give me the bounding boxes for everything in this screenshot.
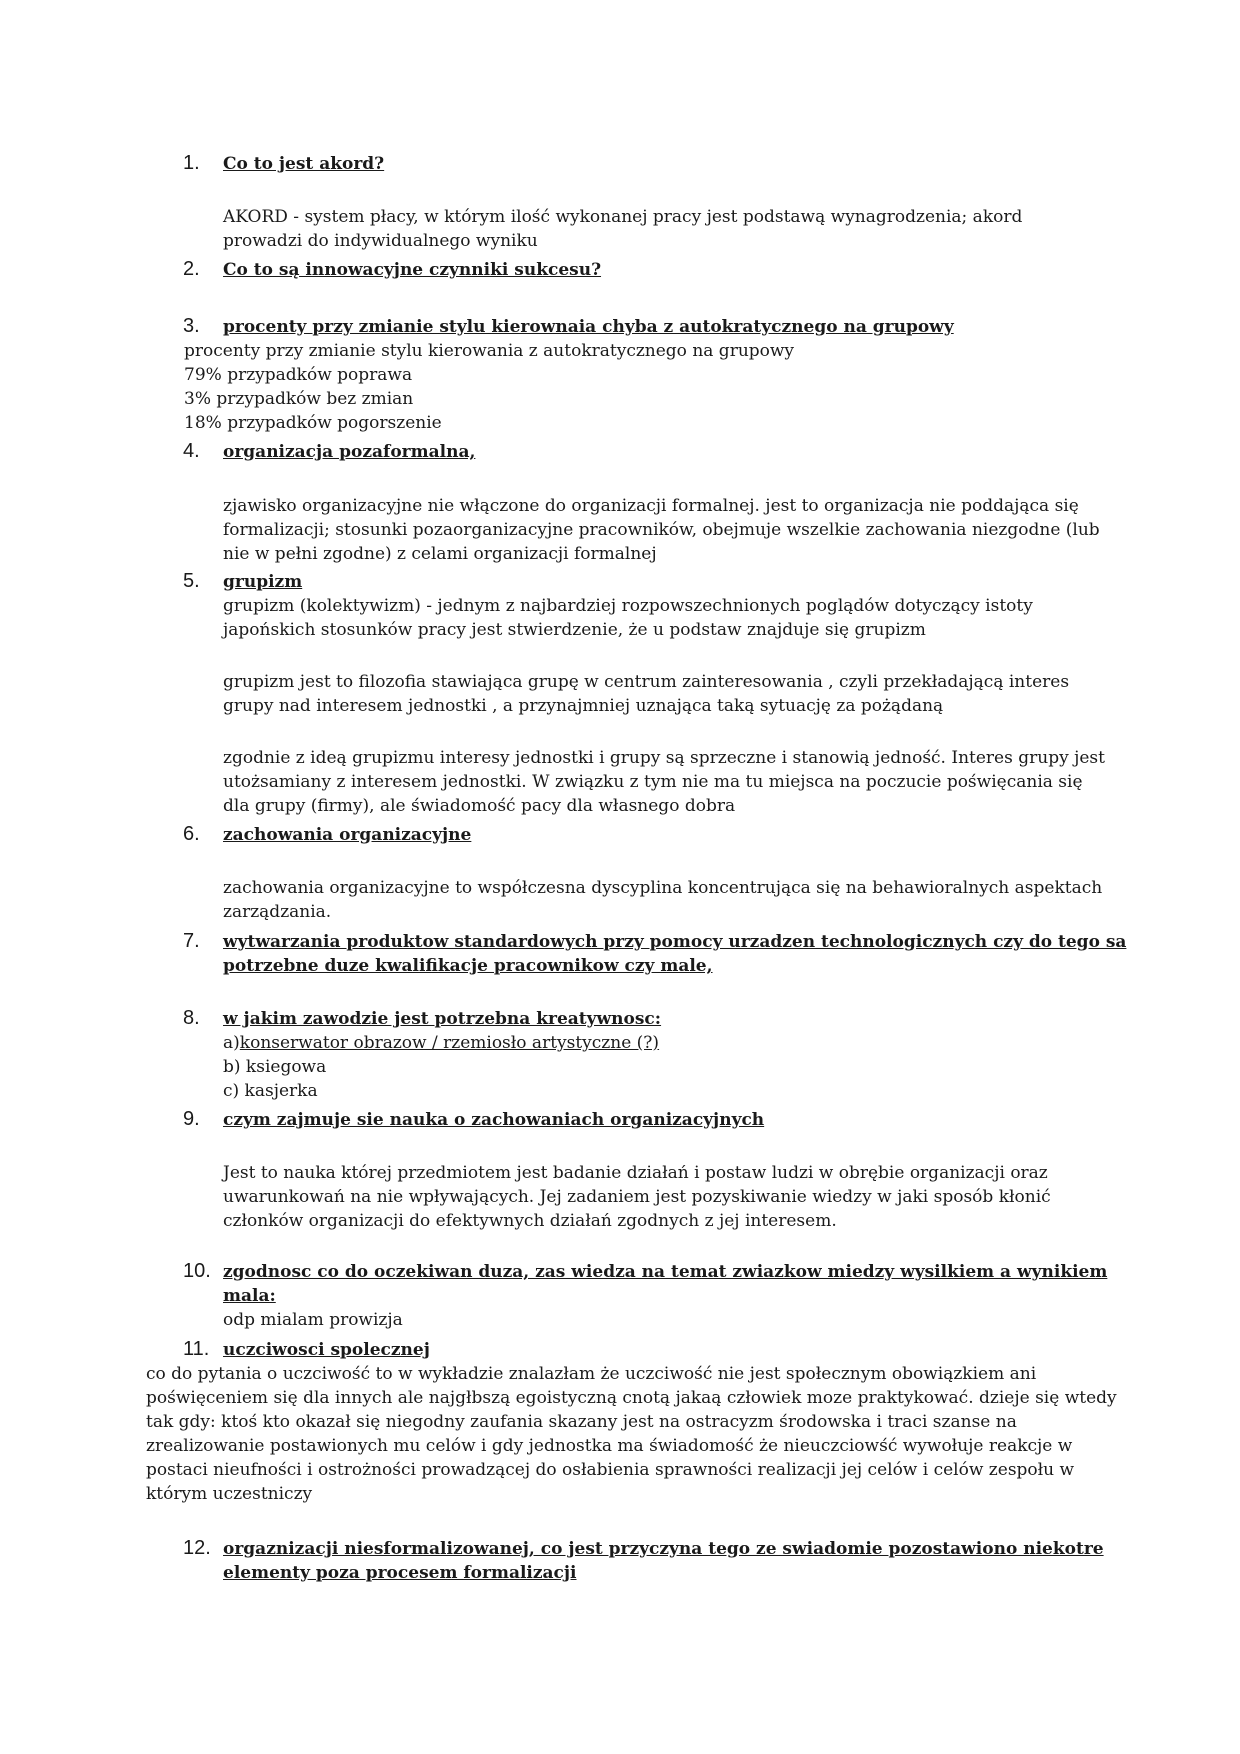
- answer-line: postaci nieufności i ostrożności prowadzącej do osłabienia sprawności realizacji jej celów i celów zespołu w: [146, 1460, 1075, 1480]
- answer-line: utożsamiany z interesem jednostki. W związku z tym nie ma tu miejsca na poczucie poświęcania się: [223, 772, 1083, 792]
- item-number: 3.: [183, 315, 200, 337]
- answer-line: japońskich stosunków pracy jest stwierdzenie, że u podstaw znajduje się grupizm: [223, 620, 926, 640]
- answer-line: zgodnie z ideą grupizmu interesy jednostki i grupy są sprzeczne i stanowią jedność. Interes grupy jest: [223, 748, 1105, 768]
- item-number: 6.: [183, 823, 200, 845]
- answer-line: nie w pełni zgodne) z celami organizacji formalnej: [223, 544, 657, 564]
- answer-line: c) kasjerka: [223, 1081, 318, 1101]
- question-heading: elementy poza procesem formalizacji: [223, 1563, 577, 1583]
- question-heading: zachowania organizacyjne: [223, 825, 472, 845]
- answer-line: 3% przypadków bez zmian: [184, 389, 414, 409]
- answer-line: formalizacji; stosunki pozaorganizacyjne pracowników, obejmuje wszelkie zachowania niezgodne (lub: [223, 520, 1100, 540]
- answer-line: 18% przypadków pogorszenie: [184, 413, 442, 433]
- answer-line: zarządzania.: [223, 902, 332, 922]
- question-heading: wytwarzania produktow standardowych przy pomocy urzadzen technologicznych czy do tego sa: [223, 932, 1127, 952]
- question-heading: orgaznizacji niesformalizowanej, co jest przyczyna tego ze swiadomie pozostawiono niekotre: [223, 1539, 1104, 1559]
- answer-line: członków organizacji do efektywnych działań zgodnych z jej interesem.: [223, 1211, 837, 1231]
- item-number: 7.: [183, 930, 200, 952]
- item-number: 12.: [183, 1537, 211, 1559]
- answer-line: którym uczestniczy: [146, 1484, 313, 1504]
- answer-line: grupizm (kolektywizm) - jednym z najbardziej rozpowszechnionych poglądów dotyczący istoty: [223, 596, 1033, 616]
- answer-line: b) ksiegowa: [223, 1057, 327, 1077]
- question-heading: czym zajmuje sie nauka o zachowaniach organizacyjnych: [223, 1110, 765, 1130]
- answer-line: grupy nad interesem jednostki , a przynajmniej uznająca taką sytuację za pożądaną: [223, 696, 944, 716]
- answer-line: procenty przy zmianie stylu kierowania z autokratycznego na grupowy: [184, 341, 795, 361]
- answer-line: [223, 1031, 659, 1055]
- item-number: 4.: [183, 440, 200, 462]
- answer-underlined: konserwator obrazow / rzemiosło artystyczne (?): [239, 1033, 660, 1053]
- answer-line: AKORD - system płacy, w którym ilość wykonanej pracy jest podstawą wynagrodzenia; akord: [223, 207, 1023, 227]
- question-heading: procenty przy zmianie stylu kierownaia chyba z autokratycznego na grupowy: [223, 317, 954, 337]
- item-number: 11.: [183, 1338, 210, 1360]
- item-number: 8.: [183, 1007, 200, 1029]
- question-heading: zgodnosc co do oczekiwan duza, zas wiedza na temat zwiazkow miedzy wysilkiem a wynikiem: [223, 1262, 1108, 1282]
- answer-line: dla grupy (firmy), ale świadomość pacy dla własnego dobra: [223, 796, 736, 816]
- answer-line: odp mialam prowizja: [223, 1310, 403, 1330]
- question-heading: w jakim zawodzie jest potrzebna kreatywnosc:: [223, 1009, 662, 1029]
- question-heading: organizacja pozaformalna,: [223, 442, 476, 462]
- item-number: 2.: [183, 258, 200, 280]
- answer-line: tak gdy: ktoś kto okazał się niegodny zaufania skazany jest na ostracyzm środowska i traci szanse na: [146, 1412, 1017, 1432]
- answer-line: 79% przypadków poprawa: [184, 365, 413, 385]
- answer-line: grupizm jest to filozofia stawiająca grupę w centrum zainteresowania , czyli przekładającą interes: [223, 672, 1070, 692]
- answer-line: poświęceniem się dla innych ale najgłbszą egoistyczną cnotą jakaą człowiek moze praktykować. dzieje się wtedy: [146, 1388, 1117, 1408]
- question-heading: Co to są innowacyjne czynniki sukcesu?: [223, 260, 602, 280]
- answer-line: co do pytania o uczciwość to w wykładzie znalazłam że uczciwość nie jest społecznym obowiązkiem ani: [146, 1364, 1037, 1384]
- answer-line: Jest to nauka której przedmiotem jest badanie działań i postaw ludzi w obrębie organizacji oraz: [223, 1163, 1048, 1183]
- answer-line: zachowania organizacyjne to współczesna dyscyplina koncentrująca się na behawioralnych aspektach: [223, 878, 1103, 898]
- item-number: 5.: [183, 570, 200, 592]
- answer-line: zjawisko organizacyjne nie włączone do organizacji formalnej. jest to organizacja nie poddająca się: [223, 496, 1079, 516]
- question-heading: grupizm: [223, 572, 303, 592]
- item-number: 10.: [183, 1260, 211, 1282]
- answer-line: uwarunkowań na nie wpływających. Jej zadaniem jest pozyskiwanie wiedzy w jaki sposób kłonić: [223, 1187, 1051, 1207]
- item-number: 9.: [183, 1108, 200, 1130]
- question-heading: uczciwosci spolecznej: [223, 1340, 430, 1360]
- question-heading: Co to jest akord?: [223, 154, 385, 174]
- answer-line: zrealizowanie postawionych mu celów i gdy jednostka ma świadomość że nieuczciowść wywołuje reakcje w: [146, 1436, 1073, 1456]
- question-heading: mala:: [223, 1286, 276, 1306]
- answer-line: prowadzi do indywidualnego wyniku: [223, 231, 538, 251]
- item-number: 1.: [183, 152, 200, 174]
- answer-prefix: a): [223, 1033, 240, 1053]
- question-heading: potrzebne duze kwalifikacje pracownikow czy male,: [223, 956, 713, 976]
